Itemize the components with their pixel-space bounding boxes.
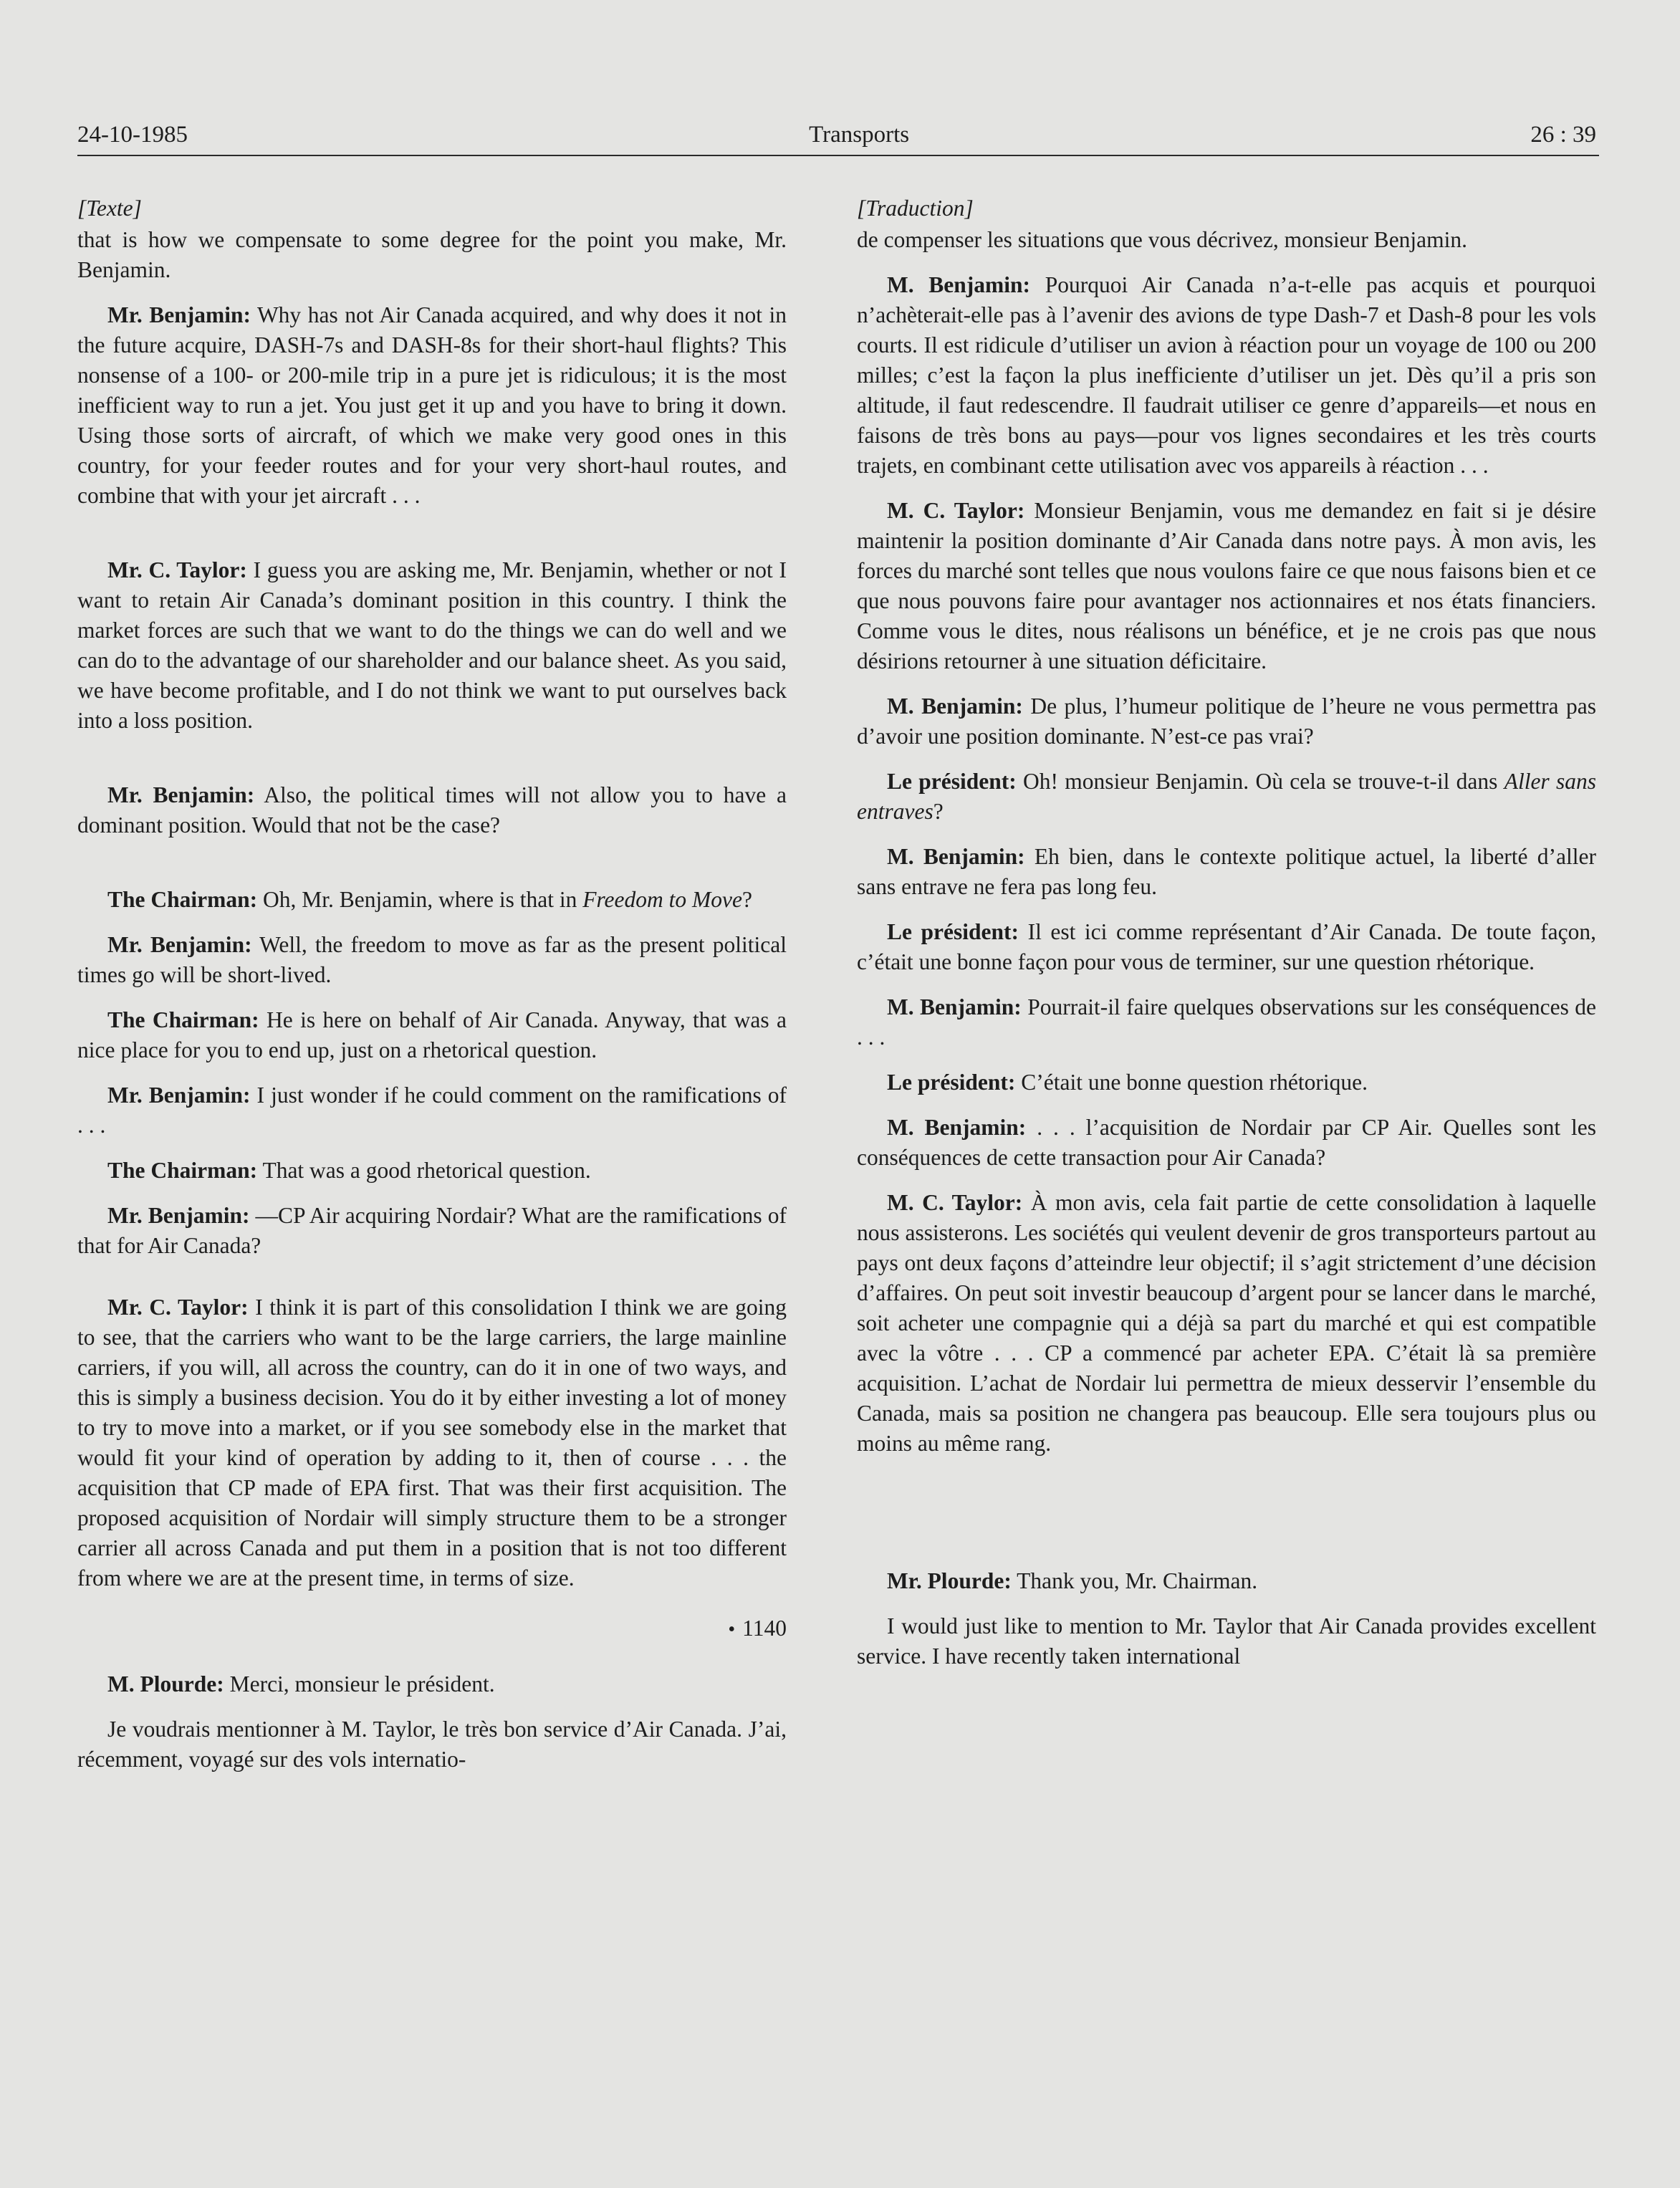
speaker-name: M. C. Taylor: (887, 498, 1025, 523)
speech-text: À mon avis, cela fait partie de cette consolidation à laquelle nous assisterons. Les sociétés qui veulent devenir de gros transporteurs partout au pays ont deux façons d’atteindre leur objectif; il s’agit strictement d’une décision d’affaires. On peut soit investir beaucoup d’argent pour se lancer dans le marché, soit acheter une compagnie qui a déjà sa part du marché et qui est compatible avec la vôtre . . . CP a commencé par acheter EPA. C’était là sa première acquisition. L’achat de Nordair lui permettra de mieux desservir l’ensemble du Canada, mais sa position ne changera pas beaucoup. Elle sera toujours plus ou moins au même rang. (857, 1190, 1596, 1456)
speaker-name: M. C. Taylor: (887, 1190, 1023, 1215)
paragraph (857, 270, 1596, 481)
speech-text: That was a good rhetorical question. (257, 1158, 591, 1183)
paragraph (857, 1113, 1596, 1173)
speaker-name: M. Benjamin: (887, 272, 1031, 297)
speaker-name: The Chairman: (107, 1158, 258, 1183)
speaker-name: M. Benjamin: (887, 844, 1025, 869)
left-column-label: [Texte] (77, 196, 142, 221)
left-column (77, 193, 787, 1790)
paragraph (77, 1669, 787, 1699)
speech-text: He is here on behalf of Air Canada. Anyway, that was a nice place for you to end up, just on a rhetorical question. (77, 1007, 787, 1062)
speech-text: C’était une bonne question rhétorique. (1015, 1070, 1368, 1095)
speaker-name: Le président: (887, 919, 1019, 944)
bullet-icon: • (728, 1618, 736, 1641)
speaker-name: Mr. Benjamin: (107, 782, 255, 807)
right-column (857, 193, 1596, 1686)
paragraph: Je voudrais mentionner à M. Taylor, le très bon service d’Air Canada. J’ai, récemment, voyagé sur des vols internatio- (77, 1717, 787, 1772)
paragraph (857, 691, 1596, 752)
speech-text: I just wonder if he could comment on the ramifications of . . . (77, 1083, 787, 1138)
speech-text: Eh bien, dans le contexte politique actuel, la liberté d’aller sans entrave ne fera pas long feu. (857, 844, 1596, 899)
paragraph: de compenser les situations que vous décrivez, monsieur Benjamin. (857, 227, 1468, 252)
speaker-name: Mr. Benjamin: (107, 932, 252, 957)
paragraph: I would just like to mention to Mr. Taylor that Air Canada provides excellent service. I have recently taken international (857, 1613, 1596, 1669)
speech-text: Il est ici comme représentant d’Air Canada. De toute façon, c’était une bonne façon pour vous de terminer, sur une question rhétorique. (857, 919, 1597, 974)
speech-text: Why has not Air Canada acquired, and why does it not in the future acquire, DASH-7s and DASH-8s for their short-haul flights? This nonsense of a 100- or 200-mile trip in a pure jet is ridiculous; it is the most inefficient way to run a jet. You just get it up and you have to bring it down. Using those sorts of aircraft, of which we make very good ones in this country, for your feeder routes and for your very short-haul routes, and combine that with your jet aircraft . . . (77, 302, 787, 508)
speaker-name: Mr. Benjamin: (107, 1203, 250, 1228)
speech-text: Also, the political times will not allow you to have a dominant position. Would that not be the case? (77, 782, 787, 838)
speaker-name: Mr. Benjamin: (107, 1083, 251, 1108)
header-title: Transports (809, 122, 910, 148)
paragraph (857, 842, 1596, 902)
speech-text: Pourquoi Air Canada n’a-t-elle pas acquis et pourquoi n’achèterait-elle pas à l’avenir des avions de type Dash-7 et Dash-8 pour les vols courts. Il est ridicule d’utiliser un avion à réaction pour un voyage de 100 ou 200 milles; c’est la façon la plus inefficiente d’utiliser un jet. Dès qu’il a pris son altitude, il faut redescendre. Il faudrait utiliser ce genre d’appareils—et nous en faisons de très bons au pays—pour vos lignes secondaires et les très courts trajets, en combinant cette utilisation avec vos appareils à réaction . . . (857, 272, 1596, 478)
speech-text: De plus, l’humeur politique de l’heure ne vous permettra pas d’avoir une position dominante. N’est-ce pas vrai? (857, 694, 1597, 749)
paragraph (77, 300, 787, 511)
speech-text: Oh, Mr. Benjamin, where is that in (257, 887, 583, 912)
speech-text: ? (741, 887, 752, 912)
speaker-name: Mr. Plourde: (887, 1568, 1012, 1593)
speech-text: . . . l’acquisition de Nordair par CP Air. Quelles sont les conséquences de cette transaction pour Air Canada? (857, 1115, 1596, 1170)
page-header (77, 122, 1596, 148)
speech-text: Oh! monsieur Benjamin. Où cela se trouve-t-il dans (1016, 769, 1504, 794)
speech-text: I think it is part of this consolidation I think we are going to see, that the carriers who want to be the large carriers, the large mainline carriers, if you will, all across the country, can do it in one of two ways, and this is simply a business decision. You do it by either investing a lot of money to try to move into a market, or if you see somebody else in the market that would fit your kind of operation by adding to it, then of course . . . the acquisition that CP made of EPA first. That was their first acquisition. The proposed acquisition of Nordair will simply structure them to be a stronger carrier all across Canada and put them in a position that is not too different from where we are at the present time, in terms of size. (77, 1295, 787, 1590)
time-marker-value: 1140 (742, 1616, 787, 1641)
speaker-name: Mr. C. Taylor: (107, 1295, 249, 1320)
paragraph (77, 555, 787, 736)
book-title: Freedom to Move (582, 887, 742, 912)
paragraph (857, 1566, 1596, 1596)
speaker-name: M. Benjamin: (887, 694, 1023, 719)
paragraph (857, 767, 1596, 827)
speech-text: Monsieur Benjamin, vous me demandez en fait si je désire maintenir la position dominante d’Air Canada dans notre pays. À mon avis, les forces du marché sont telles que nous voulons faire ce que nous faisons bien et ce que nous pouvons faire pour avantager nos actionnaires et nos états financiers. Comme vous le dites, nous réalisons un bénéfice, et je ne crois pas que nous désirions retourner à une situation déficitaire. (857, 498, 1596, 673)
paragraph (77, 1156, 787, 1186)
speaker-name: Le président: (887, 1070, 1016, 1095)
speech-text: —CP Air acquiring Nordair? What are the ramifications of that for Air Canada? (77, 1203, 787, 1258)
speaker-name: Mr. Benjamin: (107, 302, 251, 327)
speech-text: Merci, monsieur le président. (224, 1671, 495, 1697)
speaker-name: M. Benjamin: (887, 994, 1022, 1019)
paragraph (857, 496, 1596, 676)
speaker-name: M. Benjamin: (887, 1115, 1027, 1140)
speech-text: ? (933, 799, 944, 824)
speech-text: I guess you are asking me, Mr. Benjamin, whether or not I want to retain Air Canada’s dominant position in this country. I think the market forces are such that we want to do the things we can do well and we can do to the advantage of our shareholder and our balance sheet. As you said, we have become profitable, and I do not think we want to put ourselves back into a loss position. (77, 557, 787, 733)
paragraph (77, 780, 787, 840)
header-rule (77, 155, 1599, 156)
speech-text: Pourrait-il faire quelques observations sur les conséquences de . . . (857, 994, 1597, 1050)
paragraph: that is how we compensate to some degree for the point you make, Mr. Benjamin. (77, 227, 787, 282)
speaker-name: M. Plourde: (107, 1671, 224, 1697)
header-page-number: 26 : 39 (1530, 122, 1596, 148)
time-marker (77, 1613, 787, 1645)
paragraph (77, 1005, 787, 1065)
paragraph (77, 1080, 787, 1141)
speaker-name: The Chairman: (107, 887, 258, 912)
speech-text: Well, the freedom to move as far as the present political times go will be short-lived. (77, 932, 787, 987)
paragraph (857, 917, 1596, 977)
speaker-name: Mr. C. Taylor: (107, 557, 247, 582)
speaker-name: The Chairman: (107, 1007, 259, 1032)
paragraph (77, 885, 787, 915)
book-title: Aller sans entraves (857, 769, 1596, 824)
right-column-label: [Traduction] (857, 196, 974, 221)
paragraph (77, 1292, 787, 1593)
speech-text: Thank you, Mr. Chairman. (1011, 1568, 1258, 1593)
paragraph (77, 930, 787, 990)
paragraph (77, 1201, 787, 1261)
paragraph (857, 1188, 1596, 1459)
paragraph (857, 992, 1596, 1052)
paragraph (857, 1067, 1596, 1098)
header-date: 24-10-1985 (77, 122, 188, 148)
speaker-name: Le président: (887, 769, 1017, 794)
